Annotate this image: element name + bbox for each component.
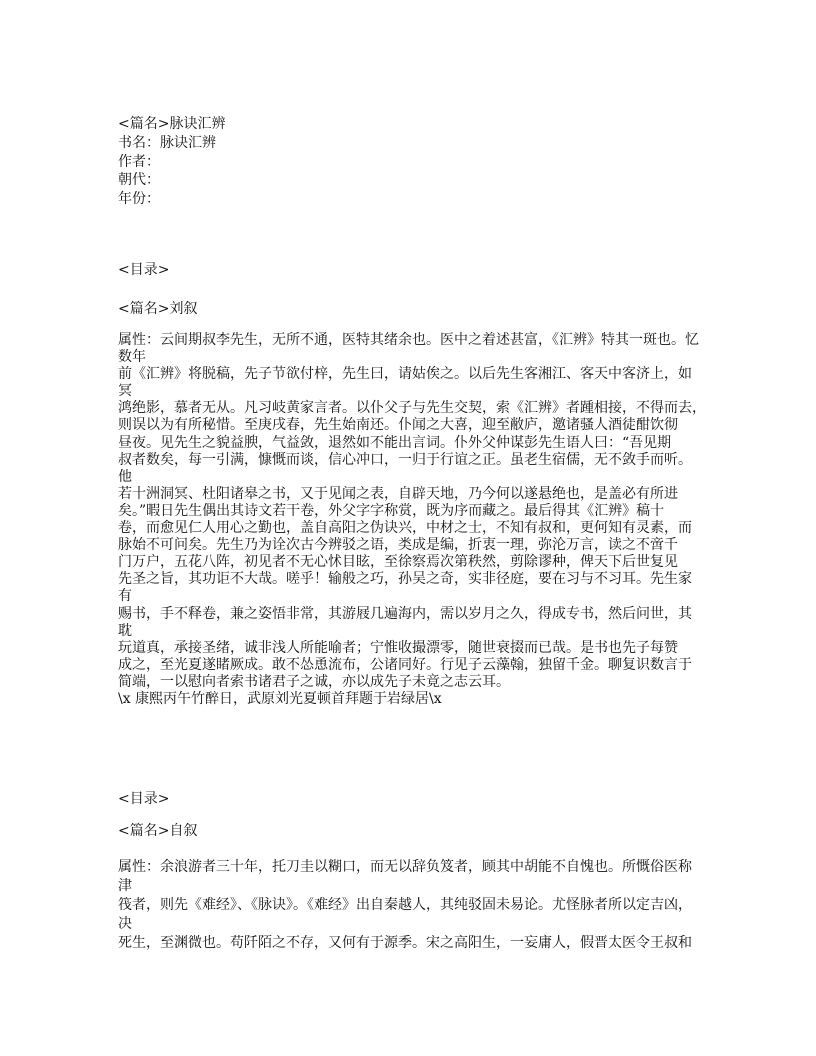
text-line: 若十洲洞冥、杜阳诸皋之书，又于见闻之表，自辟天地，乃今何以遂悬绝也，是盖必有所进 <box>118 485 678 502</box>
text-line: 耽 <box>118 622 132 639</box>
text-line: 属性：余浪游者三十年，托刀圭以糊口，而无以辞负笈者，顾其中胡能不自愧也。所慨俗医称 <box>118 859 692 875</box>
section-body-liu-preface <box>118 332 706 708</box>
text-line: 脉始不可问矣。先生乃为诠次古今辨驳之语，类成是编，折衷一理，弥沦万言，读之不啻千 <box>118 537 678 554</box>
text-line: 赐书，手不释卷，兼之姿悟非常，其游屐几遍海内，需以岁月之久，得成专书，然后问世，其 <box>118 605 692 622</box>
text-line: 鸿绝影，慕者无从。凡习岐黄家言者。以仆父子与先生交契，索《汇辨》者踵相接，不得而去， <box>118 400 706 417</box>
metadata-line: 朝代： <box>118 172 160 189</box>
text-line: 属性：云间期叔李先生，无所不通，医特其绪余也。医中之着述甚富，《汇辨》特其一斑也。忆 <box>118 332 699 348</box>
text-line: 叔者数矣，每一引满，慷慨而谈，信心冲口，一归于行谊之正。虽老生宿儒，无不敛手而听。 <box>118 451 692 468</box>
metadata-line: 年份： <box>118 191 160 208</box>
text-line: 先圣之旨，其功讵不大哉。嗟乎！输般之巧，孙吴之奇，实非径庭，要在习与不习耳。先生家 <box>118 571 692 588</box>
text-line: 前《汇辨》将脱稿，先子节欲付梓，先生曰，请姑俟之。以后先生客湘江、客天中客济上，如 <box>118 366 692 383</box>
section-title-self-preface: <篇名>自叙 <box>118 823 198 839</box>
text-line: 筏者，则先《难经》、《脉诀》。《难经》出自秦越人，其纯驳固未易论。尤怪脉者所以定吉凶， <box>118 897 692 913</box>
text-line: 有 <box>118 588 132 605</box>
metadata-line: 书名：脉诀汇辨 <box>118 134 216 151</box>
text-line: 死生，至渊微也。苟阡陌之不存，又何有于源季。宋之高阳生，一妄庸人，假晋太医令王叔和 <box>118 935 692 951</box>
text-line: \x 康熙丙午竹醉日，武原刘光夏顿首拜题于岩绿居\x <box>118 690 442 707</box>
document-metadata <box>118 115 225 209</box>
text-line: 昼夜。见先生之貌益腴，气益敛，退然如不能出言词。仆外父仲谋彭先生语人曰：“吾见期 <box>118 434 672 451</box>
section-title-liu-preface: <篇名>刘叙 <box>118 301 198 317</box>
text-line: 卷，而愈见仁人用心之勤也，盖自高阳之伪诀兴，中材之士，不知有叔和，更何知有灵素，而 <box>118 520 692 537</box>
metadata-line: 作者： <box>118 153 160 170</box>
text-line: 他 <box>118 468 132 485</box>
text-line: 矣。”暇日先生偶出其诗文若干卷，外父字字称赏，既为序而藏之。最后得其《汇辨》稿十 <box>118 502 665 519</box>
text-line: 冥 <box>118 383 132 400</box>
text-line: 成之，至光夏遂睹厥成。敢不怂恿流布，公诸同好。行见子云藻翰，独留千金。聊复识数言于 <box>118 656 692 673</box>
text-line: 玩道真，承接圣绪，诚非浅人所能喻者；宁惟收撮漂零，随世衰掇而已哉。是书也先子每赞 <box>118 639 678 656</box>
section-body-self-preface <box>118 858 692 953</box>
text-line: 津 <box>118 878 132 894</box>
text-line: 数年 <box>118 349 146 366</box>
metadata-line: <篇名>脉诀汇辨 <box>118 116 226 132</box>
text-line: 简端，一以慰向者索书诸君子之诚，亦以成先子未竟之志云耳。 <box>118 673 510 690</box>
text-line: 则误以为有所秘惜。至庚戌春，先生始南还。仆闻之大喜，迎至敝庐，邀诸骚人酒徒酣饮彻 <box>118 417 678 434</box>
toc-marker-2: <目录> <box>118 791 170 807</box>
toc-marker-1: <目录> <box>118 262 170 278</box>
text-line: 门万户，五花八阵，初见者不无心怵目眩，至徐察焉次第秩然，剪除谬种，俾天下后世复见 <box>118 554 678 571</box>
text-line: 决 <box>118 916 132 932</box>
